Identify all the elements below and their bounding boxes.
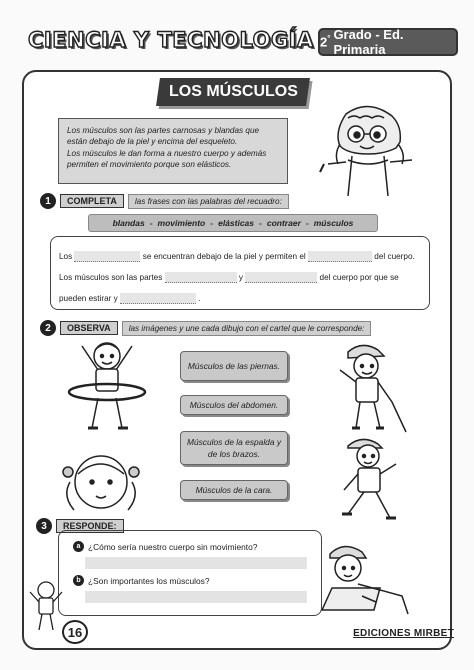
blank-field[interactable] <box>74 251 140 262</box>
intro-paragraph-1: Los músculos son las partes carnosas y blandas que están debajo de la piel y encima del esqueleto. <box>67 126 260 146</box>
sentence-line-3: pueden estirar y . <box>59 294 201 303</box>
word-bank-item: elásticas <box>218 218 255 228</box>
question-letter: b <box>73 575 84 586</box>
section-2-instruction: las imágenes y une cada dibujo con el cartel que le corresponde: <box>122 321 372 336</box>
answer-field-b[interactable] <box>85 591 307 603</box>
respond-box <box>58 530 322 616</box>
child-golf-illustration <box>330 342 410 438</box>
intro-box <box>58 118 288 184</box>
child-writing-illustration <box>318 540 414 620</box>
question-letter: a <box>73 541 84 552</box>
page-header <box>18 24 458 64</box>
subject-title: CIENCIA Y TECNOLOGÍA <box>28 28 314 52</box>
section-observe-header <box>40 320 371 336</box>
card-back-arm-muscles[interactable]: Músculos de la espalda y de los brazos. <box>180 431 288 465</box>
section-1-number: 1 <box>40 193 56 209</box>
blank-field[interactable] <box>308 251 372 262</box>
card-leg-muscles[interactable]: Músculos de las piernas. <box>180 351 288 381</box>
sentence-line-1: Los se encuentran debajo de la piel y permiten el del cuerpo. <box>59 252 415 261</box>
page-number: 16 <box>62 620 88 644</box>
child-hula-hoop-illustration <box>62 336 152 444</box>
grade-text: Grado - Ed. Primaria <box>333 27 404 57</box>
grade-number: 2° <box>320 34 331 50</box>
sentence-line-2: Los músculos son las partes y del cuerpo por que se <box>59 273 399 282</box>
question-text: ¿Cómo sería nuestro cuerpo sin movimiento? <box>88 541 258 552</box>
child-running-illustration <box>334 434 414 530</box>
word-bank: blandas - movimiento - elásticas - contraer - músculos <box>88 214 378 232</box>
word-bank-item: movimiento <box>157 218 206 228</box>
section-3-label: RESPONDE: <box>56 519 124 533</box>
card-abdomen-muscles[interactable]: Músculos del abdomen. <box>180 395 288 415</box>
word-bank-item: músculos <box>313 218 354 228</box>
section-3-number: 3 <box>36 518 52 534</box>
lesson-title: LOS MÚSCULOS <box>156 78 310 106</box>
child-face-illustration <box>58 452 144 514</box>
section-1-label: COMPLETA <box>60 194 124 208</box>
question-b <box>73 575 210 586</box>
child-waving-illustration <box>28 578 64 634</box>
card-face-muscles[interactable]: Músculos de la cara. <box>180 480 288 500</box>
blank-field[interactable] <box>165 272 237 283</box>
fill-in-blanks-box <box>50 236 430 310</box>
section-2-label: OBSERVA <box>60 321 118 335</box>
grade-badge <box>318 28 458 56</box>
question-text: ¿Son importantes los músculos? <box>88 575 210 586</box>
section-1-instruction: las frases con las palabras del recuadro: <box>128 194 289 209</box>
answer-field-a[interactable] <box>85 557 307 569</box>
intro-paragraph-2: Los músculos le dan forma a nuestro cuerpo y además permiten el movimiento porque son elásticos. <box>67 149 267 169</box>
question-a <box>73 541 257 552</box>
section-2-number: 2 <box>40 320 56 336</box>
word-bank-item: contraer <box>266 218 301 228</box>
publisher-name: EDICIONES MIRBET <box>353 628 454 639</box>
word-bank-item: blandas <box>112 218 145 228</box>
blank-field[interactable] <box>245 272 317 283</box>
blank-field[interactable] <box>120 293 196 304</box>
section-complete-header <box>40 193 289 209</box>
girl-with-glasses-illustration <box>318 104 418 200</box>
